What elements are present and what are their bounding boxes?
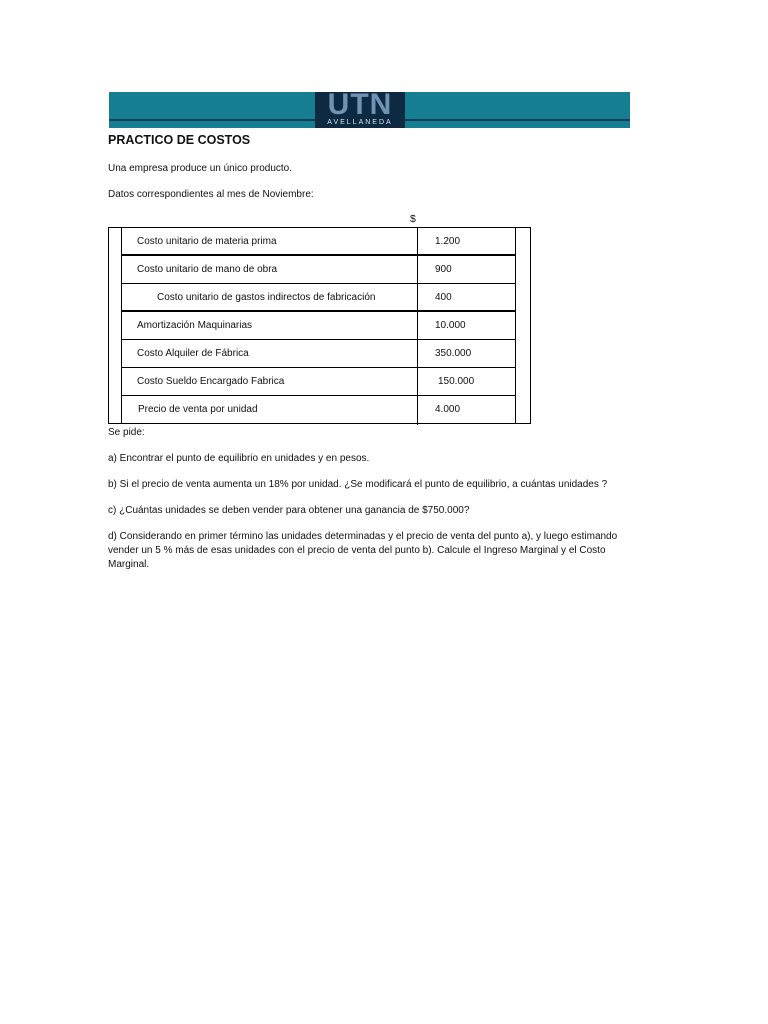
row-value: 400 (435, 292, 452, 303)
question-a: a) Encontrar el punto de equilibrio en unidades y en pesos. (108, 453, 370, 464)
row-value: 150.000 (438, 376, 475, 387)
table-row (122, 312, 515, 340)
table-row (122, 368, 515, 396)
row-value: 10.000 (435, 320, 466, 331)
row-label: Precio de venta por unidad (138, 404, 258, 415)
table-right-border (515, 228, 516, 423)
currency-symbol: $ (410, 213, 416, 225)
intro-text: Una empresa produce un único producto. (108, 163, 293, 174)
table-row (122, 340, 515, 368)
se-pide-label: Se pide: (108, 427, 145, 438)
row-label: Costo Alquiler de Fábrica (137, 348, 249, 359)
banner-line-right (405, 119, 630, 121)
utn-logo (315, 88, 405, 128)
row-label: Costo unitario de gastos indirectos de fabricación (157, 292, 376, 303)
page-title: PRACTICO DE COSTOS (108, 133, 251, 147)
row-value: 350.000 (435, 348, 472, 359)
column-divider (417, 340, 418, 368)
datos-text: Datos correspondientes al mes de Noviembre: (108, 189, 314, 200)
logo-main-text: UTN (327, 88, 393, 121)
row-label: Costo unitario de mano de obra (137, 264, 278, 275)
row-value: 1.200 (435, 236, 461, 247)
table-row (122, 284, 515, 312)
table-row (122, 228, 515, 256)
row-value: 4.000 (435, 404, 461, 415)
header-banner (109, 88, 630, 128)
cost-table (108, 227, 531, 424)
column-divider (417, 256, 418, 284)
column-divider (417, 228, 418, 255)
question-d-line2: vender un 5 % más de esas unidades con el precio de venta del punto b). Calcule el Ingreso Marginal y el Costo (108, 545, 606, 556)
table-row (122, 396, 515, 424)
question-b: b) Si el precio de venta aumenta un 18% por unidad. ¿Se modificará el punto de equilibrio, a cuántas unidades ? (108, 479, 608, 490)
row-label: Costo unitario de materia prima (137, 236, 277, 247)
question-d-line1: d) Considerando en primer término las unidades determinadas y el precio de venta del punto a), y luego estimando (108, 531, 618, 542)
banner-line-left (109, 119, 315, 121)
row-value: 900 (435, 264, 452, 275)
table-row (122, 256, 515, 284)
row-label: Costo Sueldo Encargado Fabrica (137, 376, 285, 387)
question-c: c) ¿Cuántas unidades se deben vender para obtener una ganancia de $750.000? (108, 505, 470, 516)
column-divider (417, 312, 418, 340)
column-divider (417, 396, 418, 425)
column-divider (417, 284, 418, 311)
question-d-line3: Marginal. (108, 559, 150, 570)
column-divider (417, 368, 418, 396)
row-label: Amortización Maquinarias (137, 320, 253, 331)
logo-sub-text: AVELLANEDA (327, 119, 393, 126)
